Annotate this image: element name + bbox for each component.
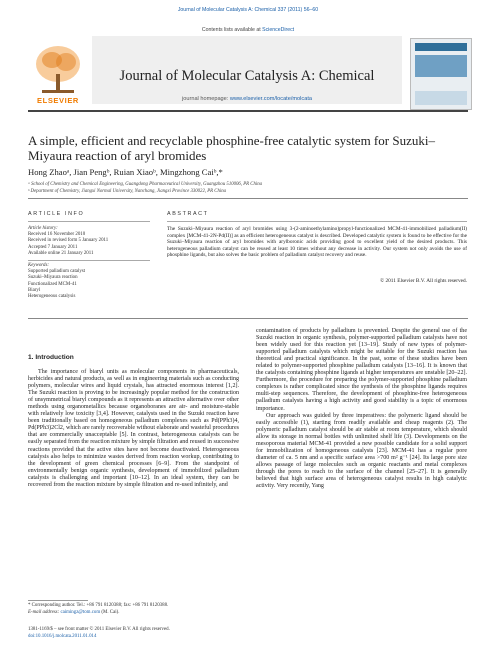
article-info-rule: [28, 221, 150, 222]
keyword-item: Heterogeneous catalysis: [28, 294, 76, 300]
keywords-block: [28, 263, 153, 300]
body-column-left: [28, 369, 239, 489]
header-rule: [28, 110, 468, 112]
email-prefix: E-mail address:: [28, 610, 60, 615]
history-label: Article history:: [28, 226, 58, 231]
history-accepted: Accepted 7 January 2011: [28, 244, 78, 250]
contents-line: [0, 27, 496, 33]
history-revised: Received in revised form 5 January 2011: [28, 238, 109, 244]
abstract-heading: ABSTRACT: [167, 211, 209, 217]
affiliation-a: ᵃ School of Chemistry and Chemical Engineering, Guangdong Pharmaceutical University, Guangzhou 510006, PR China: [28, 182, 263, 187]
front-matter-rule: [28, 198, 468, 199]
keyword-item: Supported palladium catalyst: [28, 269, 86, 275]
email-note: [28, 610, 119, 616]
abstract-text: The Suzuki–Miyaura reaction of aryl bromides using 3-(2-aminoethylamino)propyl-functionalized MCM-41-immobilized palladium(II) complex [MCM-41-2N-Pd(II)] as an efficient heterogeneous catalyst is described. Developed catalytic system is found to be effective for the Suzuki–Miyaura reaction of aryl bromides with arylboronic acids providing good to excellent yield of the desired products. This heterogeneous palladium catalyst can be reused at least 10 times without any decrease in activity. Our system not only avoids the use of phosphine ligands, but also solves the basic problem of palladium catalyst recovery and reuse.: [167, 226, 467, 259]
homepage-url[interactable]: www.elsevier.com/locate/molcata: [229, 96, 312, 102]
article-history: [28, 226, 153, 257]
keywords-label: Keywords:: [28, 263, 50, 268]
publisher-name: ELSEVIER: [37, 96, 79, 105]
body-paragraph: Our approach was guided by three imperatives: the polymeric ligand should be easily accessible (1), starting from readily available and cheap reagents (2). The polymeric palladium catalyst should be air stable at room temperature, which should allow its storage in normal bottles with unlimited shelf life (3). Developments on the mesoporous material MCM-41 provided a new possible candidate for a solid support for immobilization of homogeneous catalysts [23]. MCM-41 has a regular pore diameter of ca. 5 nm and a specific surface area >700 m² g⁻¹ [24]. Its large pore size allows passage of large molecules such as organic reactants and metal complexes through the pores to reach to the surface of the channel [25–27]. It is generally believed that high surface area of heterogeneous catalyst results in high catalytic activity. Very recently, Yang: [256, 412, 467, 490]
keywords-rule: [28, 260, 150, 261]
sciencedirect-link[interactable]: ScienceDirect: [262, 27, 295, 33]
affiliation-b: ᵇ Department of Chemistry, Jiangxi Normal University, Nanchang, Jiangxi Province 330022, PR China: [28, 189, 227, 194]
abstract-end-rule: [28, 318, 468, 319]
article-title: A simple, efficient and recyclable phosphine-free catalytic system for Suzuki–Miyaura reaction of aryl bromides: [28, 133, 435, 163]
section-heading: 1. Introduction: [28, 354, 74, 361]
article-info-heading: ARTICLE INFO: [28, 211, 85, 217]
history-received: Received 16 November 2010: [28, 232, 86, 238]
keyword-item: Suzuki–Miyaura reaction: [28, 275, 78, 281]
abstract-rule: [167, 221, 467, 222]
journal-cover-thumbnail: [410, 38, 472, 110]
elsevier-tree-logo: [28, 40, 88, 100]
body-column-right: [256, 328, 467, 490]
homepage-prefix: journal homepage:: [182, 96, 229, 102]
email-link[interactable]: caimingz@tom.com: [60, 610, 101, 615]
footnote-rule: [28, 600, 88, 601]
email-suffix: (M. Cai).: [101, 610, 120, 615]
keyword-item: Functionalized MCM-41: [28, 281, 77, 287]
history-online: Available online 21 January 2011: [28, 250, 94, 256]
corresponding-author-note: * Corresponding author. Tel.: +86 791 8120388; fax: +86 791 8120388.: [28, 603, 169, 608]
contents-prefix: Contents lists available at: [201, 27, 261, 33]
journal-homepage: [92, 96, 402, 102]
body-paragraph: The importance of biaryl units as molecular components in pharmaceuticals, herbicides and natural products, as well as in engineering materials such as conducting polymers, molecular wires and liquid crystals, has attracted enormous interest [1,2]. The Suzuki reaction is proving to be increasingly popular method for the construction of unsymmetrical biaryl compounds as it represents an attractive alternative over other methods using organometallics because organoboranes are air- and moisture-stable with relatively low toxicity [3,4]. However, catalysts used in the Suzuki reaction have been traditionally based on homogeneous palladium complexes such as Pd(PPh3)4, Pd(PPh3)2Cl2, which are rarely recoverable without elaborate and wasteful procedures that are commercially unacceptable [5]. In contrast, heterogeneous catalysts can be easily separated from the reaction mixture by simple filtration and reused in successive reactions provided that the active sites have not become deactivated. Heterogeneous catalysis also helps to minimize wastes derived from reaction workup, contributing to the development of green chemical processes [6–9]. From the standpoint of environmentally benign organic synthesis, development of immobilized palladium catalysts is challenging and important [10–12]. In an ideal system, they can be recovered from the reaction mixture by simple filtration and re-used infinitely, and: [28, 369, 239, 488]
doi-link[interactable]: doi:10.1016/j.molcata.2011.01.014: [28, 634, 97, 639]
issn-line: 1381-1169/$ – see front matter © 2011 Elsevier B.V. All rights reserved.: [28, 627, 170, 632]
keyword-item: Biaryl: [28, 287, 41, 293]
body-paragraph: contamination of products by palladium is prevented. Despite the general use of the Suzuki reaction in organic synthesis, polymer-supported palladium catalysts have not been widely used for this reaction yet [13–19]. Study of new types of polymer-supported palladium catalysts which might be suitable for the Suzuki reaction has theoretical and practical significance. In the past, some of these studies have been related to polymer-supported phosphine palladium catalysts [13–16]. It is known that the catalysts containing phosphine ligands at higher temperatures are unstable [20–22]. Furthermore, the procedure for preparing the polymer-supported phosphine palladium complexes is rather complicated since the synthesis of the phosphine ligands requires multi-step sequences. Therefore, the development of phosphine-free heterogeneous palladium catalysts having a high activity and good stability is a topic of enormous importance.: [256, 328, 467, 412]
journal-title: Journal of Molecular Catalysis A: Chemical: [119, 68, 375, 84]
copyright-line: © 2011 Elsevier B.V. All rights reserved.: [380, 278, 467, 284]
running-head: Journal of Molecular Catalysis A: Chemical 337 (2011) 56–60: [177, 7, 319, 13]
author-list: Hong Zhaoᵃ, Jian Pengᵇ, Ruian Xiaoᵇ, Mingzhong Caiᵇ,*: [28, 167, 223, 177]
